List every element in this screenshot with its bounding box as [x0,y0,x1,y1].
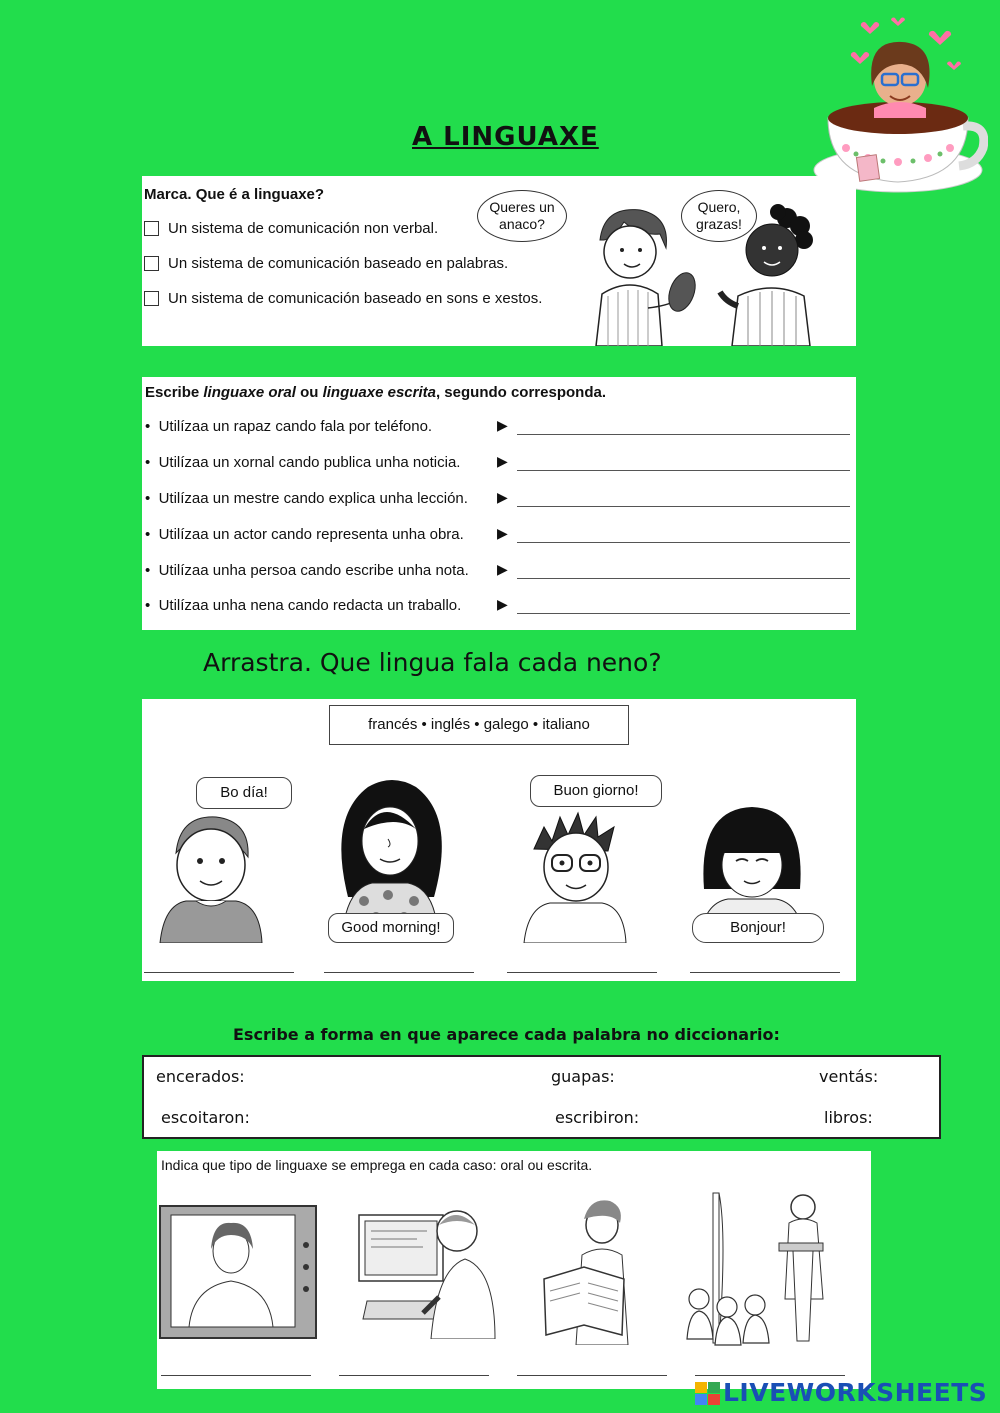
list-item: • Utilízaa unha nena cando redacta un traballo. ▶ [145,597,850,619]
answer-field[interactable] [507,972,657,973]
word-label: escribiron: [555,1108,640,1127]
logo-icon [695,1382,721,1406]
option-label: Un sistema de comunicación baseado en sons e xestos. [168,290,543,307]
speech-bubble: Bonjour! [692,913,824,943]
newspaper-reader-illustration [540,1195,650,1345]
answer-field[interactable] [517,542,850,543]
answer-field[interactable] [339,1375,489,1376]
answer-field[interactable] [517,506,850,507]
boy-illustration [156,807,266,943]
option-row[interactable] [144,220,438,237]
tv-presenter-illustration [159,1205,317,1339]
speech-bubble: Bo día! [196,777,292,809]
question-2-heading: Escribe linguaxe oral ou linguaxe escrita, segundo corresponda. [145,384,606,401]
item-text: Utilízaa un xornal cando publica unha noticia. [158,454,461,471]
answer-field[interactable] [517,1375,667,1376]
section-3-heading: Arrastra. Que lingua fala cada neno? [203,648,662,677]
arrow-icon: ▶ [497,489,508,505]
arrow-icon: ▶ [497,417,508,433]
answer-field[interactable] [695,1375,845,1376]
checkbox[interactable] [144,291,159,306]
question-panel-2 [142,377,856,630]
item-text: Utilízaa unha nena cando redacta un traballo. [158,597,462,614]
teacup-avatar-image [808,8,988,198]
list-item: • Utilízaa un mestre cando explica unha lección. ▶ [145,490,850,512]
arrow-icon: ▶ [497,525,508,541]
answer-field[interactable] [517,434,850,435]
word-label: libros: [824,1108,873,1127]
computer-user-illustration [357,1201,497,1339]
checkbox[interactable] [144,221,159,236]
item-text: Utilízaa unha persoa cando escribe unha nota. [158,562,469,579]
question-1-heading: Marca. Que é a linguaxe? [144,186,325,203]
item-text: Utilízaa un rapaz cando fala por teléfono. [158,418,433,435]
lecturer-illustration [685,1189,855,1349]
dictionary-words-box [142,1055,941,1139]
word-label: ventás: [819,1067,879,1086]
question-panel-1 [142,176,856,346]
speech-bubble: Buon giorno! [530,775,662,807]
item-text: Utilízaa un actor cando representa unha obra. [158,526,464,543]
word-label: guapas: [551,1067,615,1086]
option-row[interactable] [144,255,508,272]
speech-bubble-right: Quero, grazas! [681,190,757,242]
option-label: Un sistema de comunicación non verbal. [168,220,439,237]
list-item: • Utilízaa un xornal cando publica unha noticia. ▶ [145,454,850,476]
answer-field[interactable] [517,578,850,579]
question-panel-3 [142,699,856,981]
answer-field[interactable] [324,972,474,973]
word-label: encerados: [156,1067,245,1086]
word-label: escoitaron: [161,1108,250,1127]
list-item: • Utilízaa un actor cando representa unha obra. ▶ [145,526,850,548]
option-label: Un sistema de comunicación baseado en palabras. [168,255,509,272]
option-row[interactable] [144,290,542,307]
speech-bubble: Good morning! [328,913,454,943]
arrow-icon: ▶ [497,453,508,469]
item-text: Utilízaa un mestre cando explica unha lección. [158,490,468,507]
two-children-illustration [582,196,852,346]
section-4-heading: Escribe a forma en que aparece cada palabra no diccionario: [233,1025,780,1044]
question-5-heading: Indica que tipo de linguaxe se emprega en cada caso: oral ou escrita. [161,1157,593,1173]
question-panel-5 [157,1151,871,1389]
answer-field[interactable] [144,972,294,973]
answer-field[interactable] [517,470,850,471]
word-bank: francés • inglés • galego • italiano [329,705,629,745]
liveworksheets-logo [695,1378,987,1407]
logo-text: LIVEWORKSHEETS [723,1378,988,1407]
checkbox[interactable] [144,256,159,271]
page-title: A LINGUAXE [412,122,599,152]
boy-glasses-illustration [520,807,630,943]
list-item: • Utilízaa un rapaz cando fala por teléfono. ▶ [145,418,850,440]
answer-field[interactable] [690,972,840,973]
speech-bubble-left: Queres un anaco? [477,190,567,242]
list-item: • Utilízaa unha persoa cando escribe unha nota. ▶ [145,562,850,584]
answer-field[interactable] [517,613,850,614]
arrow-icon: ▶ [497,561,508,577]
answer-field[interactable] [161,1375,311,1376]
arrow-icon: ▶ [497,596,508,612]
